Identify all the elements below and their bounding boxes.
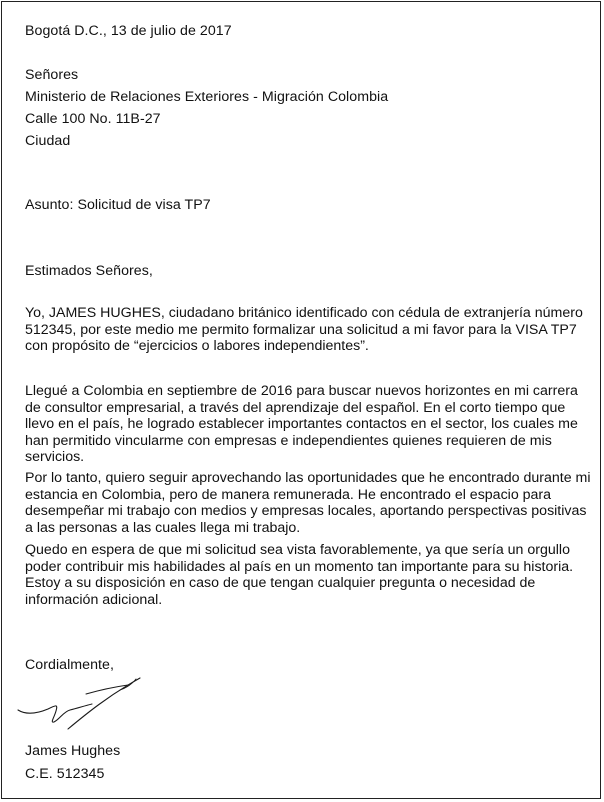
signer-id: C.E. 512345 [25, 766, 105, 782]
subject-line: Asunto: Solicitud de visa TP7 [25, 197, 211, 213]
recipient-salutation: Señores [25, 67, 79, 83]
date-line: Bogotá D.C., 13 de julio de 2017 [25, 23, 232, 39]
handwritten-signature [16, 674, 146, 732]
body-paragraph-3: Por lo tanto, quiero seguir aprovechando las oportunidades que he encontrado durante mi estancia en Colombia, pero de manera remunerada. He encontrado el espacio para desempeñar mi trabajo con medios y empresas locales, aportando perspectivas positivas a las personas a las cuales llega mi trabajo. [25, 470, 591, 536]
greeting: Estimados Señores, [25, 263, 153, 279]
closing: Cordialmente, [25, 657, 114, 673]
recipient-address: Calle 100 No. 11B-27 [25, 111, 161, 127]
body-paragraph-4: Quedo en espera de que mi solicitud sea vista favorablemente, ya que sería un orgullo poder contribuir mis habilidades al país en un momento tan importante para su historia. Estoy a su disposición en caso de que tengan cualquier pregunta o necesidad de información adicional. [25, 542, 574, 608]
signer-name: James Hughes [25, 743, 121, 759]
recipient-city: Ciudad [25, 133, 71, 149]
recipient-organization: Ministerio de Relaciones Exteriores - Migración Colombia [25, 89, 389, 105]
body-paragraph-1: Yo, JAMES HUGHES, ciudadano británico identificado con cédula de extranjería número 512345, por este medio me permito formalizar una solicitud a mi favor para la VISA TP7 con propósito de “ejercicios o labores independientes”. [25, 305, 583, 354]
letter-page [1, 1, 601, 799]
body-paragraph-2: Llegué a Colombia en septiembre de 2016 para buscar nuevos horizontes en mi carrera de consultor empresarial, a través del aprendizaje del español. En el corto tiempo que llevo en el país, he logrado establecer importantes contactos en el sector, los cuales me han permitido vincularme con empresas e independientes quienes requieren de mis servicios. [25, 383, 578, 465]
